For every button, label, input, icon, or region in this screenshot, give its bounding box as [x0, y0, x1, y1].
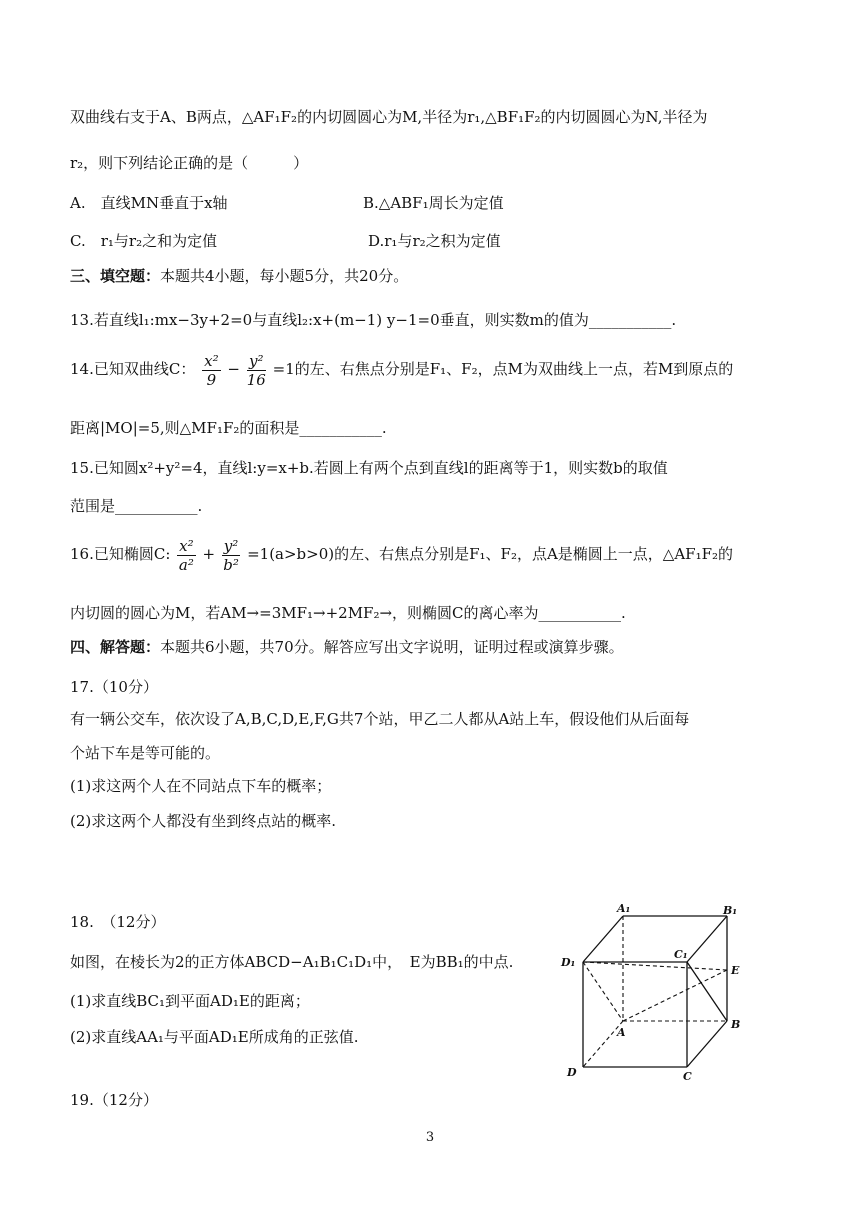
- q14-den2: 16: [246, 370, 266, 389]
- q14-line1: [70, 350, 733, 389]
- q16-den2: b²: [223, 555, 239, 574]
- q17-line1: 有一辆公交车，依次设了A,B,C,D,E,F,G共7个站，甲乙二人都从A站上车，假设他们从后面每: [70, 710, 690, 728]
- label-c: C: [683, 1070, 692, 1082]
- edge-d1-a1: [583, 916, 623, 962]
- hidden-d1-a: [583, 962, 623, 1021]
- label-b: B: [731, 1018, 741, 1031]
- cube-diagram: [555, 902, 755, 1082]
- section-4-title: 四、解答题：: [70, 638, 161, 656]
- edge-c-b: [687, 1021, 727, 1067]
- q16-num1: x²: [179, 536, 194, 555]
- section-3-heading: [70, 266, 408, 286]
- q12-line2: r₂，则下列结论正确的是（ ）: [70, 154, 309, 172]
- q16-post: =1(a>b>0)的左、右焦点分别是F₁、F₂，点A是椭圆上一点，△AF₁F₂的: [247, 545, 734, 563]
- label-b1: B₁: [723, 904, 738, 917]
- edge-c1-b: [687, 962, 727, 1021]
- label-d: D: [567, 1066, 577, 1079]
- q12-option-d: D.r₁与r₂之积为定值: [368, 232, 501, 250]
- label-c1: C₁: [674, 948, 688, 961]
- q16-line2: 内切圆的圆心为M，若AM→=3MF₁→+2MF₂→，则椭圆C的离心率为___________.: [70, 604, 626, 622]
- q14-den1: 9: [206, 370, 217, 389]
- q19-head: 19.（12分）: [70, 1091, 158, 1109]
- q14-num1: x²: [204, 351, 219, 370]
- q12-option-b: B.△ABF₁周长为定值: [363, 194, 504, 212]
- q17-sub2: (2)求这两个人都没有坐到终点站的概率.: [70, 812, 337, 830]
- q16-fraction-x: [177, 537, 195, 574]
- label-d1: D₁: [561, 956, 576, 969]
- hidden-a-e: [623, 970, 727, 1021]
- q14-fraction-x: [202, 352, 220, 389]
- q14-post: =1的左、右焦点分别是F₁、F₂，点M为双曲线上一点，若M到原点的: [272, 360, 734, 378]
- q16-pre: 16.已知椭圆C:: [70, 545, 171, 563]
- q13: 13.若直线l₁:mx−3y+2=0与直线l₂:x+(m−1) y−1=0垂直，则实数m的值为___________.: [70, 311, 677, 329]
- q14-fraction-y: [247, 352, 266, 389]
- label-a1: A₁: [617, 902, 631, 915]
- q17-line2: 个站下车是等可能的。: [70, 744, 221, 762]
- q16-plus: +: [202, 545, 216, 563]
- q12-line1: 双曲线右支于A、B两点，△AF₁F₂的内切圆圆心为M,半径为r₁,△BF₁F₂的内切圆圆心为N,半径为: [70, 108, 708, 126]
- q12-option-a: A. 直线MN垂直于x轴: [70, 194, 228, 212]
- q14-pre: 14.已知双曲线C：: [70, 360, 196, 378]
- q15-line2: 范围是___________.: [70, 497, 203, 515]
- q18-sub1: (1)求直线BC₁到平面AD₁E的距离；: [70, 992, 310, 1010]
- q18-sub2: (2)求直线AA₁与平面AD₁E所成角的正弦值.: [70, 1028, 359, 1046]
- section-4-heading: [70, 637, 624, 657]
- q16-fraction-y: [222, 537, 241, 574]
- label-a: A: [617, 1026, 626, 1039]
- q14-num2: y²: [247, 352, 266, 371]
- q16-line1: [70, 535, 733, 574]
- section-3-title: 三、填空题：: [70, 267, 161, 285]
- q18-line1: 如图，在棱长为2的正方体ABCD−A₁B₁C₁D₁中， E为BB₁的中点.: [70, 953, 514, 971]
- q16-num2: y²: [223, 536, 239, 555]
- hidden-d1-e: [583, 962, 727, 970]
- q12-option-c: C. r₁与r₂之和为定值: [70, 232, 218, 250]
- q17-sub1: (1)求这两个人在不同站点下车的概率；: [70, 777, 332, 795]
- q17-head: 17.（10分）: [70, 678, 158, 696]
- q14-line2: 距离|MO|=5,则△MF₁F₂的面积是___________.: [70, 419, 387, 437]
- q15-line1: 15.已知圆x²+y²=4，直线l:y=x+b.若圆上有两个点到直线l的距离等于1，则实数b的取值: [70, 459, 668, 477]
- q16-den1: a²: [178, 555, 194, 574]
- page-number: 3: [425, 1130, 435, 1145]
- section-4-desc: 本题共6小题，共70分。解答应写出文字说明，证明过程或演算步骤。: [160, 638, 624, 656]
- q14-minus: −: [227, 360, 240, 378]
- label-e: E: [731, 964, 740, 977]
- q18-head: 18. （12分）: [70, 913, 166, 931]
- edge-c1-b1: [687, 916, 727, 962]
- section-3-desc: 本题共4小题，每小题5分，共20分。: [160, 267, 409, 285]
